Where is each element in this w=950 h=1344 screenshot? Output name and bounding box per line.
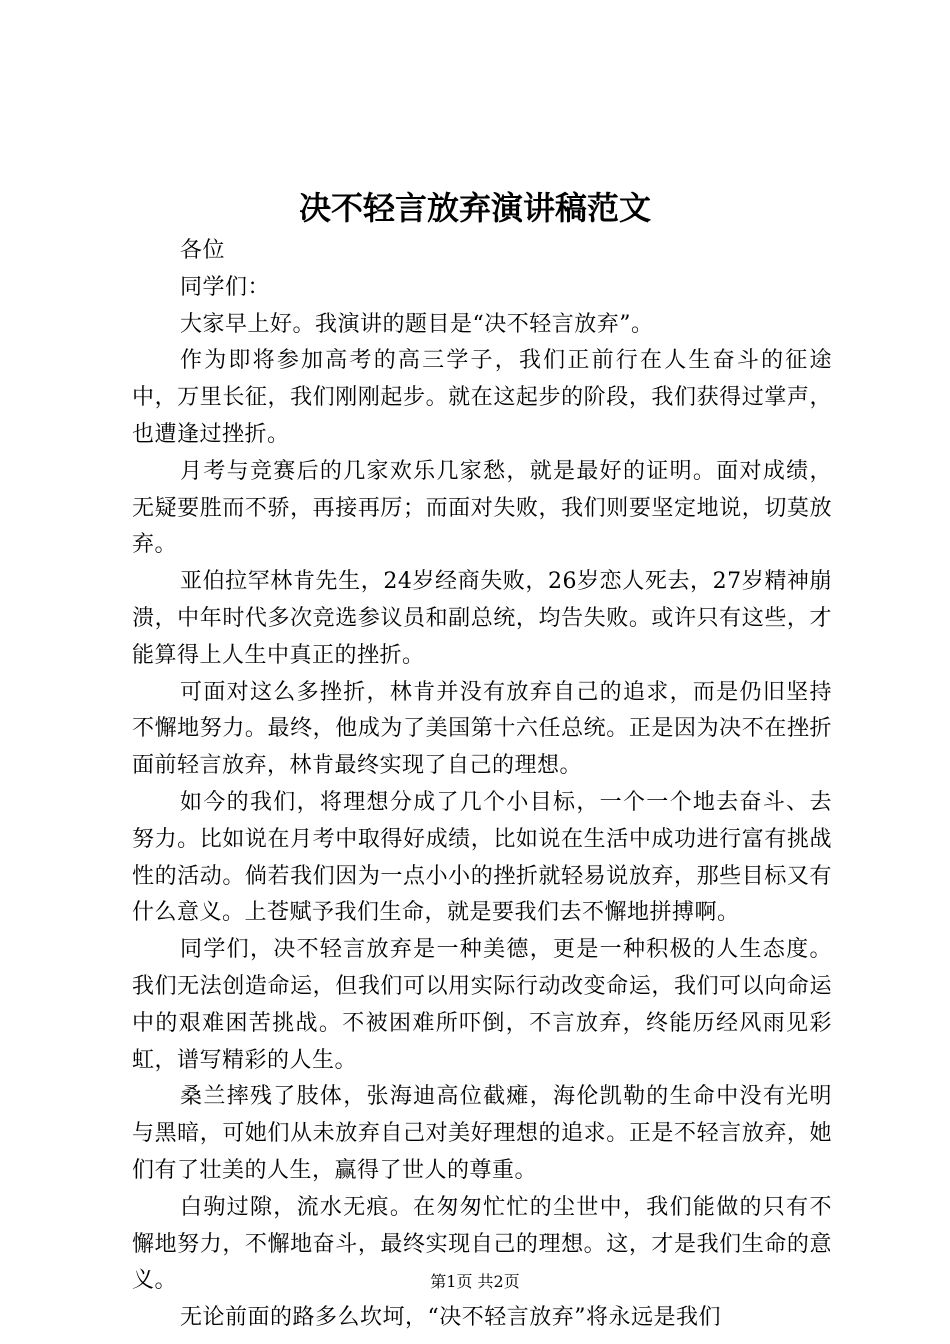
document-title: 决不轻言放弃演讲稿范文: [298, 189, 651, 227]
document-body: [132, 233, 832, 1337]
paragraph-salutation-2: 同学们：: [180, 274, 271, 300]
paragraph: 同学们，决不轻言放弃是一种美德，更是一种积极的人生态度。我们无法创造命运，但我们可以用实际行动改变命运，我们可以向命运中的艰难困苦挑战。不被困难所吓倒，不言放弃，终能历经风雨见彩虹，谱写精彩的人生。: [132, 937, 832, 1073]
paragraph: 桑兰摔残了肢体，张海迪高位截瘫，海伦凯勒的生命中没有光明与黑暗，可她们从未放弃自己对美好理想的追求。正是不轻言放弃，她们有了壮美的人生，赢得了世人的尊重。: [132, 1084, 832, 1183]
paragraph: 白驹过隙，流水无痕。在匆匆忙忙的尘世中，我们能做的只有不懈地努力，不懈地奋斗，最终实现自己的理想。这，才是我们生命的意义。: [132, 1194, 832, 1294]
paragraph: 可面对这么多挫折，林肯并没有放弃自己的追求，而是仍旧坚持不懈地努力。最终，他成为了美国第十六任总统。正是因为决不在挫折面前轻言放弃，林肯最终实现了自己的理想。: [132, 679, 832, 779]
paragraph: 无论前面的路多么坎坷，“决不轻言放弃”将永远是我们: [180, 1305, 721, 1331]
paragraph: 作为即将参加高考的高三学子，我们正前行在人生奋斗的征途中，万里长征，我们刚刚起步。就在这起步的阶段，我们获得过掌声，也遭逢过挫折。: [132, 348, 832, 447]
paragraph-salutation-1: 各位: [180, 238, 226, 263]
paragraph: 亚伯拉罕林肯先生，24岁经商失败，26岁恋人死去，27岁精神崩溃，中年时代多次竞选参议员和副总统，均告失败。或许只有这些，才能算得上人生中真正的挫折。: [132, 569, 832, 668]
paragraph-greeting: 大家早上好。我演讲的题目是“决不轻言放弃”。: [180, 311, 654, 337]
paragraph: 月考与竞赛后的几家欢乐几家愁，就是最好的证明。面对成绩，无疑要胜而不骄，再接再厉；而面对失败，我们则要坚定地说，切莫放弃。: [132, 458, 832, 558]
paragraph: 如今的我们，将理想分成了几个小目标，一个一个地去奋斗、去努力。比如说在月考中取得好成绩，比如说在生活中成功进行富有挑战性的活动。倘若我们因为一点小小的挫折就轻易说放弃，那些目标又有什么意义。上苍赋予我们生命，就是要我们去不懈地拼搏啊。: [132, 789, 832, 926]
page-footer: 第1页 共2页: [430, 1272, 520, 1291]
